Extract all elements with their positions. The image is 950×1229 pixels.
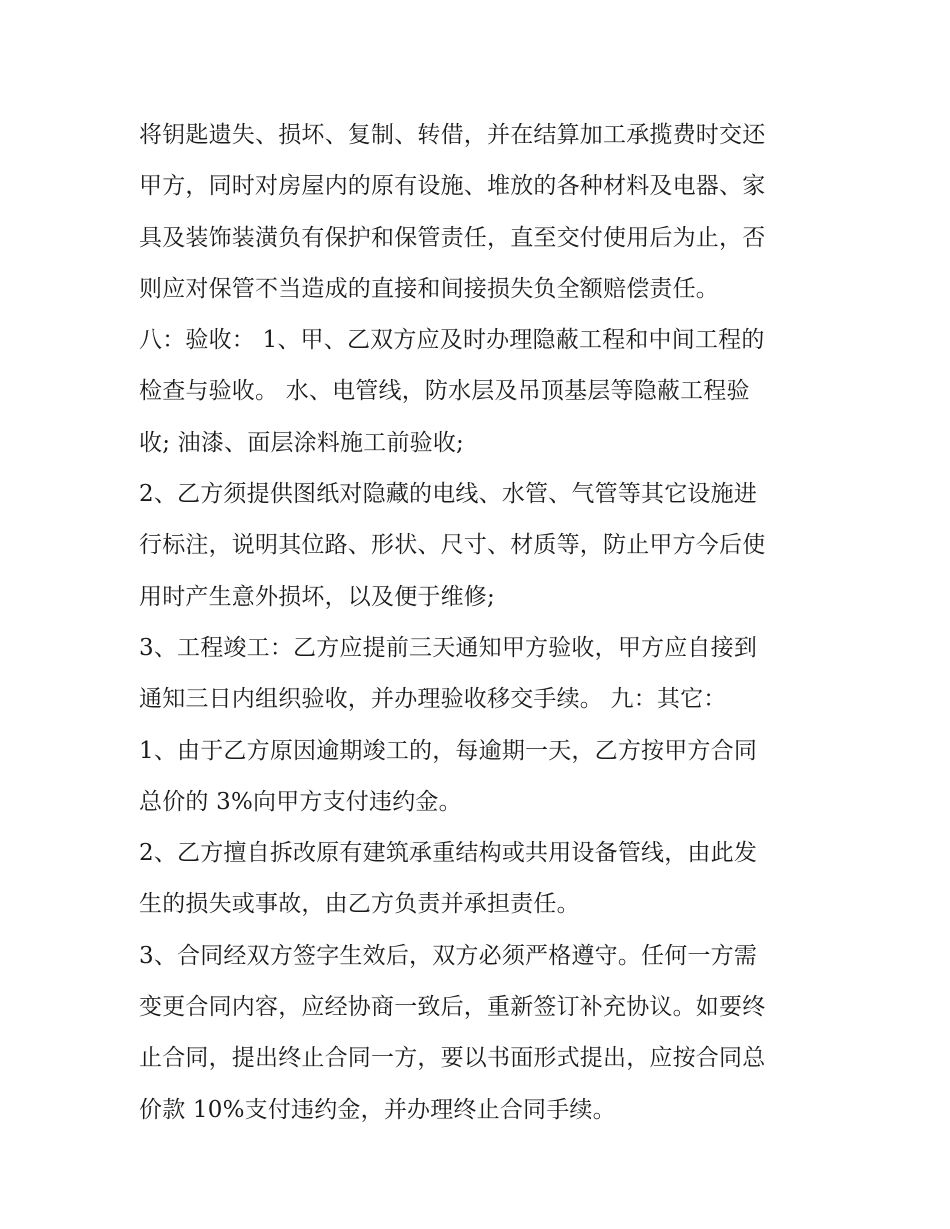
text-line: 检查与验收。 水、电管线，防水层及吊顶基层等隐蔽工程验 (139, 378, 750, 405)
text-line: 1、由于乙方原因逾期竣工的，每逾期一天，乙方按甲方合同 (139, 737, 758, 764)
paragraph-other-item-3 (139, 931, 839, 1136)
text-line: 甲方，同时对房屋内的原有设施、堆放的各种材料及电器、家 (139, 173, 766, 200)
text-line: 用时产生意外损坏，以及便于维修; (139, 583, 495, 610)
text-line: 将钥匙遗失、损坏、复制、转借，并在结算加工承揽费时交还 (139, 122, 766, 148)
text-line: 收; 油漆、面层涂料施工前验收; (139, 429, 465, 456)
text-line: 则应对保管不当造成的直接和间接损失负全额赔偿责任。 (139, 275, 719, 302)
text-line: 2、乙方须提供图纸对隐藏的电线、水管、气管等其它设施进 (139, 481, 758, 508)
paragraph-custody-clause (139, 110, 839, 315)
text-line: 止合同，提出终止合同一方，要以书面形式提出，应按合同总 (139, 1045, 766, 1072)
text-line: 总价的 3%向甲方支付违约金。 (139, 788, 462, 815)
document-body (139, 110, 839, 1136)
text-line: 3、工程竣工：乙方应提前三天通知甲方验收，甲方应自接到 (139, 634, 758, 661)
paragraph-section-8-acceptance (139, 315, 839, 469)
text-line: 八：验收： 1、甲、乙双方应及时办理隐蔽工程和中间工程的 (139, 327, 765, 354)
text-line: 3、合同经双方签字生效后，双方必须严格遵守。任何一方需 (139, 942, 758, 969)
text-line: 价款 10%支付违约金，并办理终止合同手续。 (139, 1096, 616, 1123)
paragraph-acceptance-item-3 (139, 623, 839, 726)
text-line: 变更合同内容，应经协商一致后，重新签订补充协议。如要终 (139, 994, 766, 1021)
text-line: 生的损失或事故，由乙方负责并承担责任。 (139, 891, 580, 918)
text-line: 通知三日内组织验收，并办理验收移交手续。 九：其它： (139, 686, 727, 713)
paragraph-acceptance-item-2 (139, 469, 839, 623)
paragraph-other-item-1 (139, 726, 839, 829)
text-line: 具及装饰装潢负有保护和保管责任，直至交付使用后为止，否 (139, 224, 766, 251)
text-line: 行标注，说明其位路、形状、尺寸、材质等，防止甲方今后使 (139, 532, 766, 559)
text-line: 2、乙方擅自拆改原有建筑承重结构或共用设备管线，由此发 (139, 840, 758, 867)
paragraph-other-item-2 (139, 828, 839, 931)
